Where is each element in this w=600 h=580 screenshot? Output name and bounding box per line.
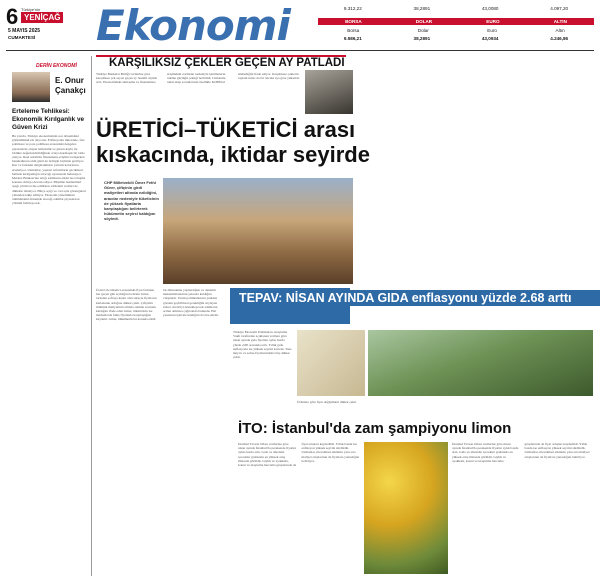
market-labels — [318, 18, 594, 25]
market-value: 9.312,22 — [343, 6, 362, 11]
market-label: DOLAR — [415, 19, 433, 24]
main-story-photo — [163, 178, 353, 284]
tepav-chart-image — [297, 330, 365, 396]
tepav-photo — [368, 330, 593, 396]
brand-name: YENİÇAĞ — [24, 13, 61, 22]
market-label: ALTIN — [553, 19, 567, 24]
day: CUMARTESİ — [8, 35, 36, 40]
top-story-body: Türkiye Bankalar Birliği verilerine göre karşılıksız çek sayısı geçen ay önemli ölçüde arttı. Ekonomideki sıkılaşma ve finansmana erişimdeki zorluklar nedeniyle işletmelerin ödeme güçlüğü çektiği belirtildi. Uzmanlar, nakit akışı sorunlarının özellikle KOBİ'leri etkilediğini ifade ediyor. Karşılıksız çeklerin toplam tutarı da bir önceki aya göre yükseldi. — [96, 72, 300, 85]
author-last: Çanakçı — [55, 86, 86, 95]
ito-body-cont: İstanbul Ticaret Odası verilerine göre nisan ayında İstanbul'da perakende fiyatlar aylık bazda arttı. Gıda ve alkolsüz içecekler grubunda en yüksek artış limonda görüldü. Giyim ve ayakkabı, konut ve ulaştırma harcama gruplarında da fiyat artışları kaydedildi. Yıllık bazda ise enflasyon yüksek seyrini sürdürdü. Uzmanlar, mevsimsel etkilerin yanı sıra maliyet artışlarının da fiyatlara yansıdığını belirtiyor. — [452, 442, 590, 463]
market-values-bottom — [318, 36, 594, 42]
market-label: EURO — [486, 19, 500, 24]
market-value: 38,2891 — [413, 36, 431, 41]
main-story-headline-2: kıskacında, iktidar seyirde — [96, 142, 370, 167]
market-value: 43,0080 — [481, 6, 499, 11]
ito-photo — [364, 442, 448, 574]
market-value: 38,2891 — [413, 6, 431, 11]
page-number: 6 — [6, 4, 19, 29]
author-first: E. Onur — [55, 76, 84, 85]
market-value: 9.586,21 — [343, 36, 362, 41]
column-label: DERİN EKONOMİ — [36, 63, 77, 69]
column-title: Erteleme Tehlikesi: Ekonomik Kırılganlık ve Güven Krizi — [12, 108, 85, 131]
date: 5 MAYIS 2025 — [8, 28, 41, 34]
brand-logo — [21, 12, 63, 23]
top-story-photo — [305, 70, 353, 114]
masthead-rule — [6, 50, 594, 51]
market-value: 4.097,20 — [550, 6, 569, 11]
ito-headline: İTO: İstanbul'da zam şampiyonu limon — [238, 420, 512, 437]
main-story-body: Üretici ile tüketici arasındaki fiyat farkının her geçen gün açıldığını belirten Gürer, tarladan sofraya kadar olan süreçte fiyatların katlanarak arttığına dikkat çekti. Çiftçinin ürününü maliyetinin altında satmak zorunda kaldığını ifade eden Gürer, tüketicinin ise marketlerde fahiş fiyatlarla karşılaştığını kaydetti. Gürer, hükümetin bu konuda etkili bir düzenleme yapmadığını ve denetim mekanizmalarının yetersiz kaldığını vurguladı. Tarım politikalarının yeniden gözden geçirilmesi gerektiğini söyleyen Gürer, üreticiyi destekleyecek adımların acilen atılması çağrısında bulundu. Hal yasasının işlevsiz kaldığını da öne sürdü. — [96, 288, 219, 322]
main-story-lead: CHP Milletvekili Ömer Fethi Gürer, çiftçinin girdi maliyetleri altında ezildiğini, aracılar nedeniyle tüketicinin de yüksek fiyatlarla karşılaştığını belirterek hükümetin seyirci kaldığını söyledi. — [104, 180, 159, 222]
market-subtitles — [318, 28, 594, 34]
market-values-top — [318, 6, 594, 15]
main-story-headline-1: ÜRETİCİ–TÜKETİCİ arası — [96, 117, 356, 142]
ito-body: İstanbul Ticaret Odası verilerine göre nisan ayında İstanbul'da perakende fiyatlar aylık bazda arttı. Gıda ve alkolsüz içecekler grubunda en yüksek artış limonda görüldü. Giyim ve ayakkabı, konut ve ulaştırma harcama gruplarında da fiyat artışları kaydedildi. Yıllık bazda ise enflasyon yüksek seyrini sürdürdü. Uzmanlar, mevsimsel etkilerin yanı sıra maliyet artışlarının da fiyatlara yansıdığını belirtiyor. — [238, 442, 360, 468]
section-title: Ekonomi — [96, 1, 290, 50]
market-subtitle: Altın — [555, 28, 565, 33]
market-value: 43,0934 — [481, 36, 499, 41]
tepav-caption: Ürünlere göre fiyat değişimleri dikkat çekti. — [297, 400, 357, 404]
brand-top: Türkiye'nin — [21, 7, 41, 12]
market-subtitle: Dolar — [417, 28, 429, 33]
top-story-headline: KARŞILIKSIZ ÇEKLER GEÇEN AY PATLADI — [109, 57, 345, 69]
market-subtitle: Euro — [487, 28, 497, 33]
market-label: BORSA — [345, 19, 362, 24]
column-body: Bu yazıda, Türkiye ekonomisinin son dönemdeki görünümünü ele alıyoruz. Enflasyonla mücadele, faiz politikası ve para politikası arasındaki dengeler, piyasalarda oluşan belirsizlik ve güven kaybı ile birlikte değerlendirildiğinde ortaya karmaşık bir tablo çıkıyor. Reel sektörün finansmana erişimi zorlaşırken hanehalkının alım gücü de belirgin biçimde geriliyor. Kur ve faizdeki dalgalanmalar yatırım kararlarını erteletiyor. Uzmanlar, yapısal reformların gecikmesi halinde kırılganlığın artacağı uyarısında bulunuyor. Merkez Bankası'nın attığı adımların etkisi ise tartışma konusu olmaya devam ediyor. Büyüme beklentileri aşağı yönlü revize edilirken, istihdam verileri de dikkatle izleniyor. Bütçe açığı ve cari açık göstergeleri yakından takip ediliyor. Ekonomi yönetiminin önümüzdeki dönemde atacağı adımlar piyasaların yönünü belirleyecek. — [12, 134, 86, 206]
market-value: 4.246,86 — [550, 36, 569, 41]
market-table — [318, 6, 594, 48]
tepav-body: Türkiye Ekonomi Politikaları Araştırma Vakfı tarafından açıklanan verilere göre nisan ayında gıda fiyatları aylık bazda yüzde 2,68 oranında arttı. Yıllık gıda enflasyonu ise yüksek seyrini korudu. Taze meyve ve sebze fiyatlarındaki artış dikkat çekti. — [233, 330, 292, 360]
market-subtitle: Borsa — [347, 28, 360, 33]
author-photo — [12, 72, 50, 102]
column-divider — [91, 56, 92, 576]
tepav-headline: TEPAV: NİSAN AYINDA GIDA enflasyonu yüzde 2.68 arttı — [235, 290, 600, 306]
